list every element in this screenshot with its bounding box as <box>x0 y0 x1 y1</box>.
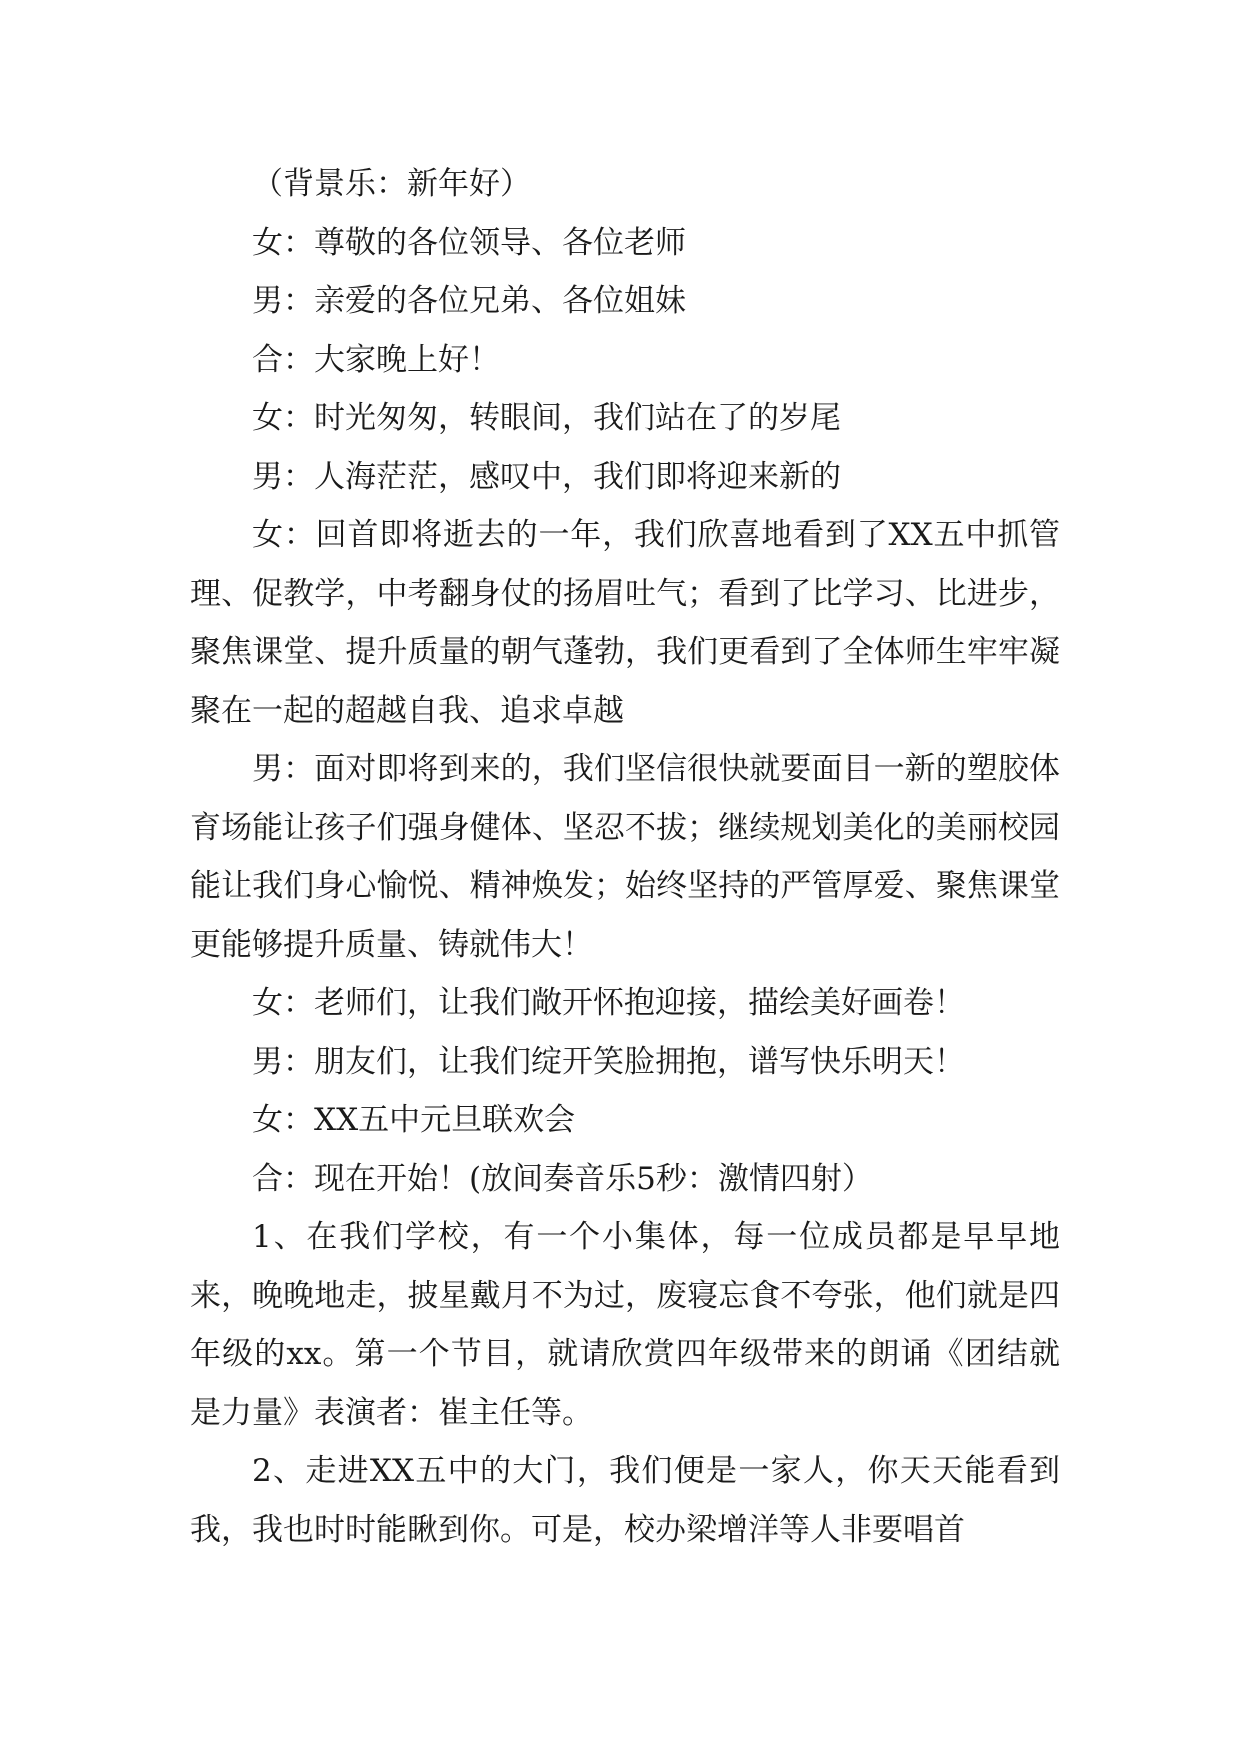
paragraph-5: 女：时光匆匆，转眼间，我们站在了的岁尾 <box>252 400 841 436</box>
paragraph-11: 女：XX五中元旦联欢会 <box>252 1102 576 1138</box>
paragraph-1: （背景乐：新年好） <box>252 166 531 202</box>
paragraph-4: 合：大家晚上好！ <box>252 341 500 378</box>
document-page <box>190 155 1060 1559</box>
paragraph-2: 女：尊敬的各位领导、各位老师 <box>252 224 686 261</box>
paragraph-6: 男：人海茫茫，感叹中，我们即将迎来新的 <box>252 458 841 495</box>
paragraph-13: 1、在我们学校，有一个小集体，每一位成员都是早早地来，晚晚地走，披星戴月不为过，废寝忘食不夸张，他们就是四年级的xx。第一个节目，就请欣赏四年级带来的朗诵《团结就是力量》表演者：崔主任等。 <box>190 1219 1060 1431</box>
paragraph-9: 女：老师们，让我们敞开怀抱迎接，描绘美好画卷！ <box>252 985 965 1021</box>
paragraph-3: 男：亲爱的各位兄弟、各位姐妹 <box>252 283 686 319</box>
paragraph-7: 女：回首即将逝去的一年，我们欣喜地看到了XX五中抓管理、促教学，中考翻身仗的扬眉吐气；看到了比学习、比进步，聚焦课堂、提升质量的朝气蓬勃，我们更看到了全体师生牢牢凝聚在一起的超越自我、追求卓越 <box>190 517 1060 729</box>
paragraph-14: 2、走进XX五中的大门，我们便是一家人，你天天能看到我，我也时时能瞅到你。可是，校办梁增洋等人非要唱首 <box>190 1453 1060 1548</box>
paragraph-10: 男：朋友们，让我们绽开笑脸拥抱，谱写快乐明天！ <box>252 1043 965 1080</box>
paragraph-8: 男：面对即将到来的，我们坚信很快就要面目一新的塑胶体育场能让孩子们强身健体、坚忍不拔；继续规划美化的美丽校园能让我们身心愉悦、精神焕发；始终坚持的严管厚爱、聚焦课堂更能够提升质量、铸就伟大！ <box>190 751 1060 963</box>
paragraph-12: 合：现在开始！(放间奏音乐5秒：激情四射） <box>252 1160 873 1197</box>
